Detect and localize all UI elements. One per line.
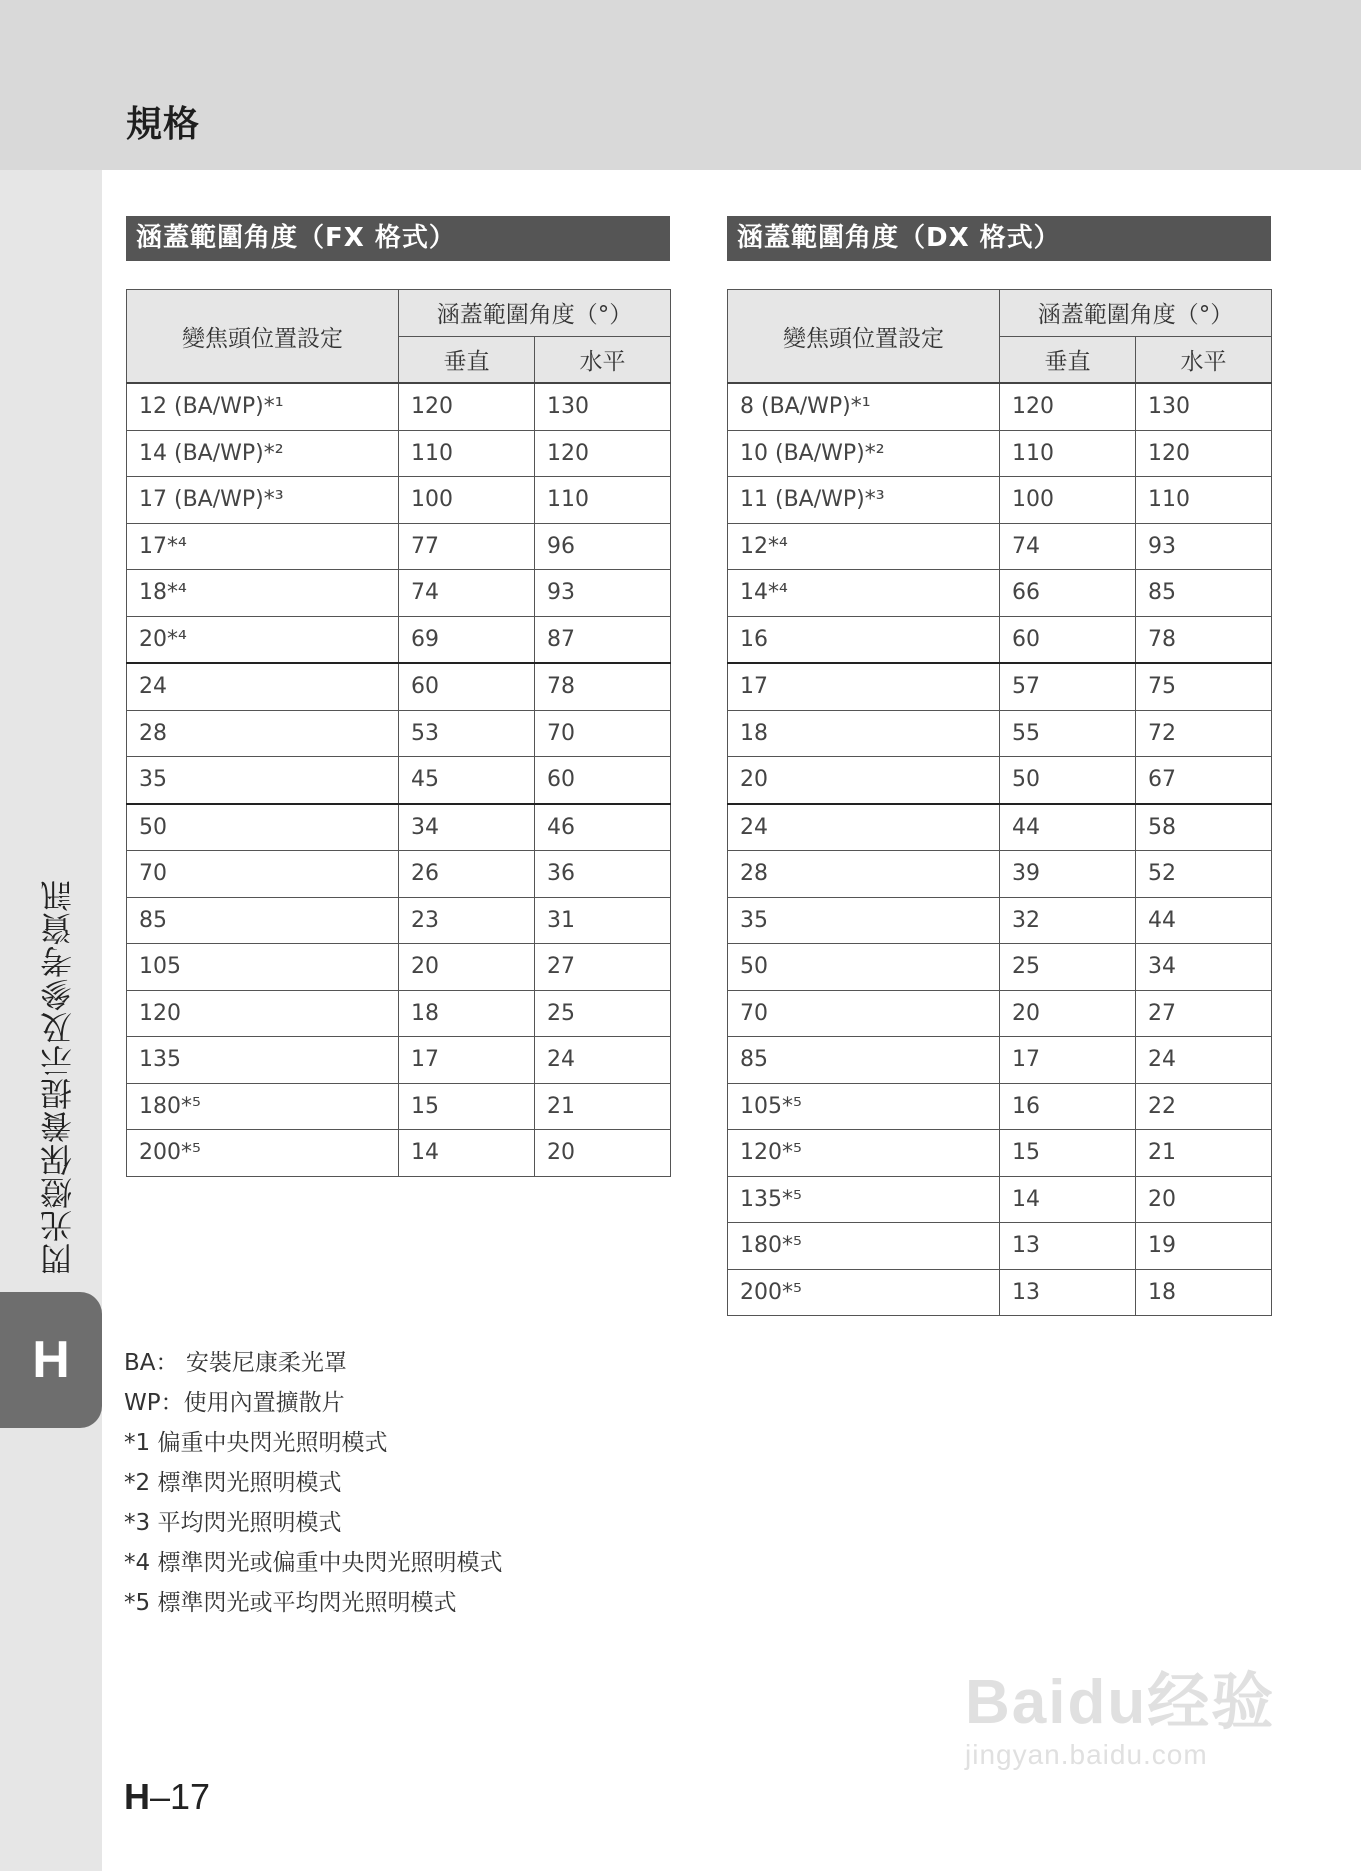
coverage-angle-header: 涵蓋範圍角度（°） <box>399 290 671 337</box>
zoom-position-cell: 105 <box>127 944 399 991</box>
table-row <box>127 944 671 991</box>
zoom-position-cell: 17*⁴ <box>127 523 399 570</box>
horizontal-angle-cell: 18 <box>1136 1269 1272 1316</box>
vertical-angle-cell: 45 <box>399 757 535 804</box>
table-row <box>127 616 671 663</box>
table-row <box>127 897 671 944</box>
horizontal-angle-cell: 120 <box>535 430 671 477</box>
fx-coverage-table <box>126 289 671 1177</box>
horizontal-angle-cell: 110 <box>1136 477 1272 524</box>
vertical-angle-cell: 110 <box>1000 430 1136 477</box>
zoom-position-cell: 35 <box>127 757 399 804</box>
horizontal-angle-cell: 93 <box>1136 523 1272 570</box>
horizontal-angle-cell: 70 <box>535 710 671 757</box>
table-row <box>728 757 1272 804</box>
vertical-angle-cell: 32 <box>1000 897 1136 944</box>
vertical-angle-cell: 17 <box>399 1037 535 1084</box>
dx-table-heading: 涵蓋範圍角度（DX 格式） <box>727 216 1271 261</box>
zoom-position-cell: 24 <box>728 804 1000 851</box>
watermark-url: jingyan.baidu.com <box>965 1739 1208 1770</box>
vertical-angle-cell: 15 <box>399 1083 535 1130</box>
vertical-header: 垂直 <box>1000 336 1136 383</box>
horizontal-angle-cell: 93 <box>535 570 671 617</box>
table-row <box>127 1083 671 1130</box>
watermark-logo: Baidu经验 <box>965 1668 1276 1737</box>
vertical-angle-cell: 69 <box>399 616 535 663</box>
horizontal-angle-cell: 96 <box>535 523 671 570</box>
zoom-position-cell: 85 <box>728 1037 1000 1084</box>
table-row <box>127 804 671 851</box>
zoom-position-cell: 24 <box>127 663 399 710</box>
table-row <box>728 851 1272 898</box>
page-number <box>124 1776 210 1818</box>
fx-table-heading: 涵蓋範圍角度（FX 格式） <box>126 216 670 261</box>
horizontal-angle-cell: 85 <box>1136 570 1272 617</box>
page-number-prefix: H <box>124 1776 150 1817</box>
table-row <box>728 944 1272 991</box>
vertical-angle-cell: 34 <box>399 804 535 851</box>
vertical-angle-cell: 44 <box>1000 804 1136 851</box>
table-row <box>127 1037 671 1084</box>
zoom-position-cell: 85 <box>127 897 399 944</box>
zoom-position-cell: 28 <box>728 851 1000 898</box>
horizontal-angle-cell: 19 <box>1136 1223 1272 1270</box>
table-row <box>127 990 671 1037</box>
horizontal-angle-cell: 44 <box>1136 897 1272 944</box>
horizontal-angle-cell: 87 <box>535 616 671 663</box>
vertical-angle-cell: 15 <box>1000 1130 1136 1177</box>
zoom-position-cell: 14*⁴ <box>728 570 1000 617</box>
table-row <box>728 430 1272 477</box>
zoom-position-cell: 35 <box>728 897 1000 944</box>
horizontal-angle-cell: 52 <box>1136 851 1272 898</box>
table-row <box>728 616 1272 663</box>
horizontal-angle-cell: 120 <box>1136 430 1272 477</box>
vertical-angle-cell: 74 <box>399 570 535 617</box>
zoom-position-cell: 50 <box>728 944 1000 991</box>
table-row <box>728 477 1272 524</box>
note-1: *1 偏重中央閃光照明模式 <box>124 1430 388 1456</box>
vertical-angle-cell: 14 <box>399 1130 535 1177</box>
table-row <box>728 990 1272 1037</box>
table-row <box>127 710 671 757</box>
vertical-angle-cell: 13 <box>1000 1269 1136 1316</box>
zoom-position-cell: 70 <box>127 851 399 898</box>
vertical-angle-cell: 13 <box>1000 1223 1136 1270</box>
table-row <box>127 663 671 710</box>
vertical-angle-cell: 74 <box>1000 523 1136 570</box>
zoom-position-cell: 8 (BA/WP)*¹ <box>728 383 1000 430</box>
vertical-angle-cell: 66 <box>1000 570 1136 617</box>
horizontal-angle-cell: 27 <box>1136 990 1272 1037</box>
horizontal-header: 水平 <box>535 336 671 383</box>
horizontal-angle-cell: 21 <box>1136 1130 1272 1177</box>
horizontal-angle-cell: 67 <box>1136 757 1272 804</box>
vertical-angle-cell: 14 <box>1000 1176 1136 1223</box>
page-number-suffix: –17 <box>150 1776 211 1817</box>
zoom-position-cell: 10 (BA/WP)*² <box>728 430 1000 477</box>
table-row <box>728 383 1272 430</box>
zoom-position-cell: 28 <box>127 710 399 757</box>
zoom-position-cell: 135 <box>127 1037 399 1084</box>
horizontal-angle-cell: 20 <box>1136 1176 1272 1223</box>
horizontal-angle-cell: 34 <box>1136 944 1272 991</box>
table-row <box>728 710 1272 757</box>
horizontal-angle-cell: 31 <box>535 897 671 944</box>
vertical-angle-cell: 60 <box>1000 616 1136 663</box>
vertical-angle-cell: 53 <box>399 710 535 757</box>
vertical-angle-cell: 25 <box>1000 944 1136 991</box>
horizontal-angle-cell: 75 <box>1136 663 1272 710</box>
vertical-header: 垂直 <box>399 336 535 383</box>
horizontal-angle-cell: 58 <box>1136 804 1272 851</box>
table-row <box>728 523 1272 570</box>
table-row <box>127 757 671 804</box>
horizontal-angle-cell: 27 <box>535 944 671 991</box>
section-tab[interactable]: H <box>0 1292 102 1428</box>
note-wp: WP：使用內置擴散片 <box>124 1390 345 1416</box>
horizontal-angle-cell: 60 <box>535 757 671 804</box>
table-row <box>728 804 1272 851</box>
zoom-position-cell: 12*⁴ <box>728 523 1000 570</box>
zoom-position-cell: 16 <box>728 616 1000 663</box>
note-ba: BA： 安裝尼康柔光罩 <box>124 1350 347 1376</box>
zoom-position-cell: 20*⁴ <box>127 616 399 663</box>
note-3: *3 平均閃光照明模式 <box>124 1510 342 1536</box>
vertical-angle-cell: 120 <box>399 383 535 430</box>
vertical-angle-cell: 26 <box>399 851 535 898</box>
horizontal-angle-cell: 110 <box>535 477 671 524</box>
table-row <box>728 1176 1272 1223</box>
vertical-angle-cell: 100 <box>399 477 535 524</box>
zoom-position-cell: 200*⁵ <box>127 1130 399 1177</box>
zoom-position-cell: 135*⁵ <box>728 1176 1000 1223</box>
fx-table-body <box>127 383 671 1176</box>
vertical-angle-cell: 110 <box>399 430 535 477</box>
table-row <box>728 1223 1272 1270</box>
dx-table-body <box>728 383 1272 1316</box>
vertical-angle-cell: 57 <box>1000 663 1136 710</box>
zoom-position-cell: 18*⁴ <box>127 570 399 617</box>
table-row <box>728 1130 1272 1177</box>
zoom-position-header: 變焦頭位置設定 <box>127 290 399 384</box>
table-row <box>728 1037 1272 1084</box>
vertical-angle-cell: 20 <box>399 944 535 991</box>
note-5: *5 標準閃光或平均閃光照明模式 <box>124 1590 457 1616</box>
note-2: *2 標準閃光照明模式 <box>124 1470 342 1496</box>
vertical-angle-cell: 39 <box>1000 851 1136 898</box>
table-row <box>127 570 671 617</box>
horizontal-angle-cell: 21 <box>535 1083 671 1130</box>
zoom-position-cell: 17 (BA/WP)*³ <box>127 477 399 524</box>
zoom-position-cell: 180*⁵ <box>127 1083 399 1130</box>
horizontal-angle-cell: 25 <box>535 990 671 1037</box>
table-row <box>127 523 671 570</box>
horizontal-angle-cell: 20 <box>535 1130 671 1177</box>
table-row <box>728 1269 1272 1316</box>
zoom-position-cell: 200*⁵ <box>728 1269 1000 1316</box>
zoom-position-cell: 120*⁵ <box>728 1130 1000 1177</box>
table-row <box>728 897 1272 944</box>
vertical-angle-cell: 55 <box>1000 710 1136 757</box>
zoom-position-header: 變焦頭位置設定 <box>728 290 1000 384</box>
zoom-position-cell: 12 (BA/WP)*¹ <box>127 383 399 430</box>
horizontal-angle-cell: 24 <box>1136 1037 1272 1084</box>
zoom-position-cell: 120 <box>127 990 399 1037</box>
horizontal-header: 水平 <box>1136 336 1272 383</box>
zoom-position-cell: 70 <box>728 990 1000 1037</box>
chapter-side-label: 閃光燈保養提示及參考資訊 <box>39 879 77 1275</box>
horizontal-angle-cell: 78 <box>1136 616 1272 663</box>
horizontal-angle-cell: 46 <box>535 804 671 851</box>
horizontal-angle-cell: 36 <box>535 851 671 898</box>
horizontal-angle-cell: 24 <box>535 1037 671 1084</box>
horizontal-angle-cell: 72 <box>1136 710 1272 757</box>
header-band <box>0 0 1361 170</box>
table-row <box>728 1083 1272 1130</box>
dx-coverage-table <box>727 289 1272 1316</box>
zoom-position-cell: 105*⁵ <box>728 1083 1000 1130</box>
horizontal-angle-cell: 130 <box>535 383 671 430</box>
zoom-position-cell: 50 <box>127 804 399 851</box>
table-row <box>127 430 671 477</box>
table-row <box>728 570 1272 617</box>
vertical-angle-cell: 60 <box>399 663 535 710</box>
watermark <box>965 1668 1285 1788</box>
note-4: *4 標準閃光或偏重中央閃光照明模式 <box>124 1550 503 1576</box>
page-title: 規格 <box>126 104 201 145</box>
coverage-angle-header: 涵蓋範圍角度（°） <box>1000 290 1272 337</box>
horizontal-angle-cell: 22 <box>1136 1083 1272 1130</box>
zoom-position-cell: 20 <box>728 757 1000 804</box>
vertical-angle-cell: 50 <box>1000 757 1136 804</box>
horizontal-angle-cell: 130 <box>1136 383 1272 430</box>
vertical-angle-cell: 16 <box>1000 1083 1136 1130</box>
vertical-angle-cell: 77 <box>399 523 535 570</box>
vertical-angle-cell: 20 <box>1000 990 1136 1037</box>
vertical-angle-cell: 100 <box>1000 477 1136 524</box>
table-row <box>127 851 671 898</box>
table-row <box>127 383 671 430</box>
vertical-angle-cell: 23 <box>399 897 535 944</box>
zoom-position-cell: 18 <box>728 710 1000 757</box>
vertical-angle-cell: 17 <box>1000 1037 1136 1084</box>
table-row <box>127 1130 671 1177</box>
table-row <box>127 477 671 524</box>
zoom-position-cell: 11 (BA/WP)*³ <box>728 477 1000 524</box>
vertical-angle-cell: 120 <box>1000 383 1136 430</box>
dx-coverage-section <box>727 216 1271 1316</box>
vertical-angle-cell: 18 <box>399 990 535 1037</box>
table-row <box>728 663 1272 710</box>
zoom-position-cell: 17 <box>728 663 1000 710</box>
fx-coverage-section <box>126 216 670 1177</box>
zoom-position-cell: 14 (BA/WP)*² <box>127 430 399 477</box>
zoom-position-cell: 180*⁵ <box>728 1223 1000 1270</box>
footnotes <box>124 1343 502 1623</box>
horizontal-angle-cell: 78 <box>535 663 671 710</box>
